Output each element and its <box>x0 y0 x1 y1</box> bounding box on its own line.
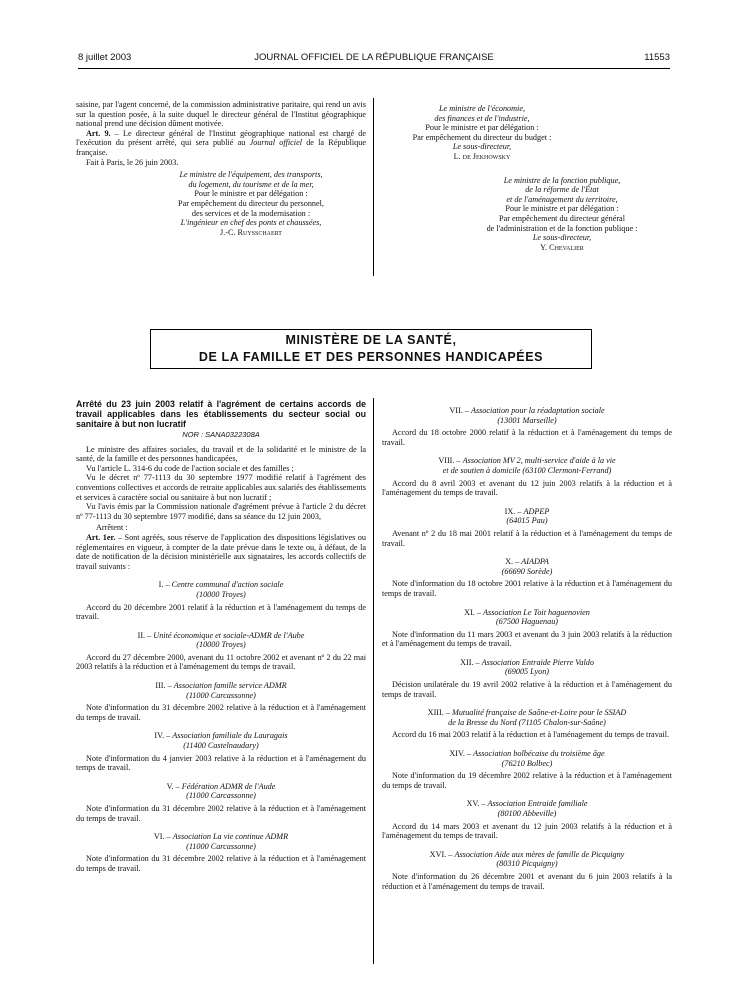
ministry-banner-line-1: MINISTÈRE DE LA SANTÉ, <box>285 333 457 347</box>
section-number: I. – <box>158 580 172 590</box>
section-organization: Association MV 2, multi-service d'aide à la vie <box>462 456 616 466</box>
agreement-section <box>382 799 672 847</box>
section-text: Note d'information du 11 mars 2003 et avenant du 3 juin 2003 relatifs à la réduction et à l'aménagement du temps de travail. <box>382 629 672 649</box>
signature-title: Le ministre de la fonction publique, <box>503 175 621 185</box>
section-heading <box>76 782 366 792</box>
arrete-article-1 <box>76 533 366 571</box>
arrete-left-column <box>76 399 366 881</box>
section-heading <box>382 456 672 466</box>
signatory-name: J.-C. Ruysschaert <box>220 227 282 237</box>
article-1-label: Art. 1er. <box>86 532 116 542</box>
section-heading <box>382 658 672 668</box>
header-journal-title: JOURNAL OFFICIEL DE LA RÉPUBLIQUE FRANÇAISE <box>254 52 494 63</box>
section-heading <box>76 731 366 741</box>
prev-arrete-text: saisine, par l'agent concerné, de la commission administrative paritaire, qui rend un avis sur la question posée, à la suite duquel le directeur général de l'Institut géographique national prend une décision dûment motivée. <box>76 100 366 129</box>
signature-title: et de l'aménagement du territoire, <box>506 194 618 204</box>
article-9-label: Art. 9. <box>86 128 111 138</box>
agreement-section <box>382 557 672 605</box>
arrete-visa: Vu l'avis émis par la Commission nationale d'agrément prévue à l'article 2 du décret nº 77-1113 du 30 septembre 1977 modifié, dans sa séance du 12 juin 2003, <box>76 502 366 521</box>
section-organization: Association Aide aux mères de famille de Picquigny <box>454 849 625 859</box>
agreement-section <box>76 832 366 880</box>
signature-line: Pour le ministre et par délégation : <box>425 123 539 133</box>
section-organization: Association Le Toit haguenovien <box>483 607 590 617</box>
section-number: II. – <box>137 630 154 640</box>
section-location: (10000 Troyes) <box>196 640 246 650</box>
signatory-name: L. de Jekhowsky <box>453 151 511 161</box>
section-organization: Association La vie continue ADMR <box>172 832 289 842</box>
section-location: (67500 Haguenau) <box>495 617 559 627</box>
section-location: (66690 Sorède) <box>501 566 553 576</box>
section-text: Accord du 16 mai 2003 relatif à la réduction et à l'aménagement du temps de travail. <box>392 730 670 740</box>
section-text: Note d'information du 19 décembre 2002 relative à la réduction et à l'aménagement du temps de travail. <box>382 771 672 790</box>
prev-arrete-right-column <box>382 104 672 252</box>
prev-arrete-left-column <box>76 100 366 237</box>
section-organization: Association famille service ADMR <box>173 681 287 691</box>
section-heading <box>76 580 366 590</box>
section-location: (11000 Carcassonne) <box>186 841 256 851</box>
agreement-section <box>382 850 672 898</box>
arrete-nor: NOR : SANA0322308A <box>182 430 260 439</box>
signature-title: de la réforme de l'État <box>525 185 599 195</box>
signature-line: Pour le ministre et par délégation : <box>194 189 308 199</box>
section-text: Avenant nº 2 du 18 mai 2001 relatif à la réduction et à l'aménagement du temps de travail. <box>382 528 672 548</box>
ministry-banner <box>150 329 592 369</box>
section-number: IV. – <box>154 731 173 741</box>
section-text: Accord du 14 mars 2003 et avenant du 12 juin 2003 relatifs à la réduction et à l'aménagement du temps de travail. <box>382 821 672 841</box>
section-organization: Mutualité française de Saône-et-Loire pour le SSIAD <box>452 708 627 718</box>
section-location: (76210 Bolbec) <box>501 758 553 768</box>
section-location: (69005 Lyon) <box>504 667 550 677</box>
agreement-section <box>382 406 672 454</box>
section-number: XI. – <box>464 607 484 617</box>
agreement-section <box>382 708 672 747</box>
section-heading <box>76 631 366 641</box>
section-number: XII. – <box>460 657 482 667</box>
section-text: Décision unilatérale du 19 avril 2002 relative à la réduction et à l'aménagement du temps de travail. <box>382 680 672 699</box>
section-organization: Association bolbécaise du troisième âge <box>473 749 605 759</box>
section-text: Accord du 18 octobre 2000 relatif à la réduction et à l'aménagement du temps de travail. <box>382 428 672 447</box>
signature-title: Le ministre de l'économie, <box>438 104 526 113</box>
section-number: XIV. – <box>449 749 474 759</box>
arrete-title: Arrêté du 23 juin 2003 relatif à l'agrément de certains accords de travail applicables dans les établissements du secteur social ou sanitaire à but non lucratif <box>76 399 366 429</box>
section-heading <box>76 832 366 842</box>
article-1-text: – Sont agréés, sous réserve de l'application des dispositions législatives ou réglementaires en vigueur, à compter de la date prévue dans le texte ou, à défaut, de la date de notification de la décision ministérielle aux signataires, les accords collectifs de travail suivants : <box>76 532 366 571</box>
section-number: XV. – <box>466 799 488 809</box>
article-9-text: – Le directeur général de l'Institut géographique national est chargé de l'exécution du présent arrêté, qui sera publié au <box>76 128 366 148</box>
section-location: (80310 Picquigny) <box>496 859 558 869</box>
signature-line: Par empêchement du directeur général <box>499 213 625 223</box>
signature-title: Le ministre de l'équipement, des transports, <box>179 170 323 180</box>
section-location: (11000 Carcassonne) <box>186 690 256 700</box>
header-page-number: 11553 <box>644 52 670 63</box>
section-organization: Association Entraide familiale <box>487 799 588 809</box>
column-divider-bottom <box>373 398 374 964</box>
signature-title: des finances et de l'industrie, <box>434 113 530 123</box>
signature-line: Par empêchement du directeur du personnel, <box>178 198 324 208</box>
prev-arrete-article-9 <box>76 129 366 158</box>
section-text: Note d'information du 4 janvier 2003 relative à la réduction et à l'aménagement du temps de travail. <box>76 753 366 773</box>
agreement-section <box>382 507 672 555</box>
section-location: et de soutien à domicile (63100 Clermont-Ferrand) <box>442 465 612 475</box>
signature-line: Par empêchement du directeur du budget : <box>412 132 552 142</box>
section-text: Accord du 8 avril 2003 et avenant du 12 juin 2003 relatifs à la réduction et à l'aménagement du temps de travail. <box>382 478 672 498</box>
section-heading <box>382 406 672 416</box>
section-heading <box>382 799 672 809</box>
section-text: Note d'information du 31 décembre 2002 relative à la réduction et à l'aménagement du temps de travail. <box>76 854 366 873</box>
section-number: X. – <box>505 557 522 567</box>
section-heading <box>76 681 366 691</box>
signature-line: L'ingénieur en chef des ponts et chaussées, <box>180 218 322 228</box>
arrete-visa: Vu le décret nº 77-1113 du 30 septembre 1977 modifié relatif à l'agrément des conventions collectives et accords de retraite applicables aux salariés des établissements et services à caractère social ou sanitaire à but non lucratif ; <box>76 473 366 502</box>
section-heading <box>382 557 672 567</box>
arrete-visa: Vu l'article L. 314-6 du code de l'action sociale et des familles ; <box>86 463 294 473</box>
signature-line: Le sous-directeur, <box>452 142 512 152</box>
section-organization: ADPEP <box>523 506 550 516</box>
signature-block-economie <box>382 104 582 162</box>
signature-line: Pour le ministre et par délégation : <box>505 204 619 214</box>
section-location: (13001 Marseille) <box>497 415 557 425</box>
section-text: Accord du 27 décembre 2000, avenant du 11 octobre 2002 et avenant nº 2 du 22 mai 2003 relatifs à la réduction et à l'aménagement du temps de travail. <box>76 652 366 672</box>
section-text: Note d'information du 18 octobre 2001 relative à la réduction et à l'aménagement du temps de travail. <box>382 579 672 598</box>
section-organization: Association familiale du Lauragais <box>172 731 288 741</box>
agreement-section <box>76 681 366 729</box>
agreement-section <box>382 608 672 656</box>
section-heading <box>382 507 672 517</box>
section-heading <box>382 850 672 860</box>
column-divider-top <box>373 98 374 276</box>
journal-officiel-ref: Journal officiel <box>249 138 302 148</box>
signature-block-equipement <box>76 170 366 237</box>
arrete-preamble: Le ministre des affaires sociales, du travail et de la solidarité et le ministre de la santé, de la famille et des personnes handicapées, <box>76 444 366 464</box>
agreement-section <box>382 658 672 706</box>
section-location: (10000 Troyes) <box>196 589 246 599</box>
section-organization: Association pour la réadaptation sociale <box>470 406 605 415</box>
section-location: de la Bresse du Nord (71105 Chalon-sur-Saône) <box>448 717 606 727</box>
section-location: (80100 Abbeville) <box>497 809 557 818</box>
article-9-end: de la République française. <box>76 138 367 157</box>
section-heading <box>382 708 672 718</box>
prev-arrete-fait: Fait à Paris, le 26 juin 2003. <box>86 157 179 167</box>
section-organization: Fédération ADMR de l'Aude <box>181 781 276 791</box>
section-location: (11000 Carcassonne) <box>186 791 256 801</box>
agreement-section <box>76 580 366 628</box>
agreement-section <box>76 731 366 779</box>
section-number: XIII. – <box>427 708 452 718</box>
section-organization: Centre communal d'action sociale <box>171 580 284 590</box>
arrete-arretent: Arrêtent : <box>96 523 128 533</box>
ministry-banner-line-2: DE LA FAMILLE ET DES PERSONNES HANDICAPÉES <box>198 350 544 364</box>
section-number: XVI. – <box>429 849 455 859</box>
section-text: Note d'information du 31 décembre 2002 relative à la réduction et à l'aménagement du temps de travail. <box>76 804 366 823</box>
section-organization: Unité économique et sociale-ADMR de l'Aube <box>153 630 305 640</box>
signatory-name: Y. Chevalier <box>540 242 584 252</box>
signature-title: du logement, du tourisme et de la mer, <box>188 179 314 189</box>
section-organization: Association Entraide Pierre Valdo <box>481 657 594 667</box>
header-rule <box>78 68 670 69</box>
signature-line: Le sous-directeur, <box>532 233 592 243</box>
section-number: III. – <box>155 681 174 691</box>
agreement-section <box>382 749 672 797</box>
signature-block-fonction-publique <box>382 176 672 253</box>
section-text: Note d'information du 31 décembre 2002 relative à la réduction et à l'aménagement du temps de travail. <box>76 703 366 722</box>
section-number: IX. – <box>504 506 524 516</box>
arrete-right-column <box>382 404 672 898</box>
header-date: 8 juillet 2003 <box>78 52 132 63</box>
agreement-section <box>76 631 366 679</box>
running-header <box>78 52 670 66</box>
section-text: Note d'information du 26 décembre 2001 et avenant du 6 juin 2003 relatifs à la réduction et à l'aménagement du temps de travail. <box>382 871 672 891</box>
section-number: VIII. – <box>438 456 463 466</box>
signature-line: des services et de la modernisation : <box>191 208 311 218</box>
section-number: VII. – <box>449 406 471 415</box>
section-location: (64015 Pau) <box>506 516 548 526</box>
agreement-section <box>76 782 366 830</box>
signature-line: de l'administration et de la fonction publique : <box>486 223 638 233</box>
agreement-section <box>382 456 672 504</box>
section-heading <box>382 749 672 759</box>
section-text: Accord du 20 décembre 2001 relatif à la réduction et à l'aménagement du temps de travail. <box>76 602 366 622</box>
section-number: V. – <box>166 781 182 791</box>
section-heading <box>382 608 672 618</box>
section-location: (11400 Castelnaudary) <box>183 741 259 751</box>
section-number: VI. – <box>153 832 173 842</box>
section-organization: AIADPA <box>521 557 549 567</box>
